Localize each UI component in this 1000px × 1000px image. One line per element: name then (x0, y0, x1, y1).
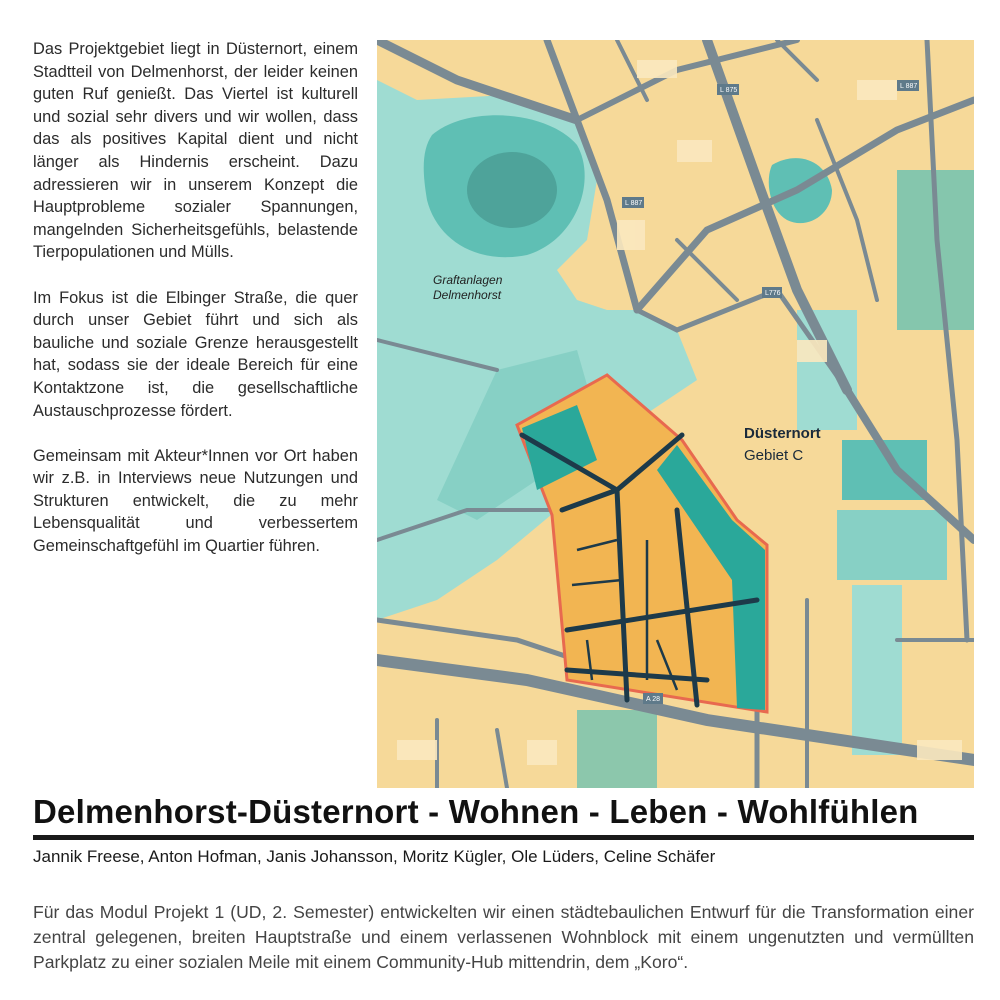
park-label-line2: Delmenhorst (433, 288, 502, 302)
road-tag-l875: L 875 (720, 87, 738, 94)
sports-field-2 (837, 510, 947, 580)
intro-paragraph-1: Das Projektgebiet liegt in Düsternort, einem Stadtteil von Delmenhorst, der leider keinen guten Ruf genießt. Das Viertel ist kulturell und sozial sehr divers und wir wollen, dass das als positives Kapital dient und nicht länger als Hindernis erscheint. Dazu adressieren wir in unserem Konzept die Hauptprobleme sozialer Spannungen, mangelnden Sicherheitsgefühls, belastende Tierpopulationen und Mülls. (33, 40, 358, 262)
intro-text (33, 38, 358, 580)
intro-paragraph-2: Im Fokus ist die Elbinger Straße, die quer durch unser Gebiet führt und sich als bauliche und soziale Grenze herausgestellt hat, sodass sie der ideale Bereich für eine Kontaktzone ist, die gesellschaftliche Austauschprozesse fördert. (33, 288, 358, 420)
park-island (467, 152, 557, 228)
road-tag-l776: L776 (765, 290, 781, 297)
district-label: Düsternort (744, 425, 821, 442)
district-map (377, 40, 974, 788)
green-patch-sw (577, 710, 657, 788)
map-svg (377, 40, 974, 788)
title-underline (33, 835, 974, 840)
cemetery (852, 585, 902, 755)
page-title: Delmenhorst-Düsternort - Wohnen - Leben - Wohlfühlen (33, 793, 919, 830)
area-label: Gebiet C (744, 447, 804, 464)
park-label-line1: Graftanlagen (433, 273, 503, 287)
project-description: Für das Modul Projekt 1 (UD, 2. Semester) entwickelten wir einen städtebaulichen Entwurf für die Transformation einer zentral gelegenen, breiten Hauptstraße und einem verlassenen Wohnblock mit einem ungenutzten und vermüllten Parkplatz zu einer sozialen Meile mit einem Community-Hub mittendrin, dem „Koro“. (33, 902, 974, 972)
road-tag-l887-north: L 887 (900, 83, 918, 90)
intro-paragraph-3: Gemeinsam mit Akteur*Innen vor Ort haben wir z.B. in Interviews neue Nutzungen und Strukturen entwickelt, die zu mehr Lebensqualität und verbessertem Gemeinschaftgefühl im Quartier führen. (33, 446, 358, 556)
road-tag-a28: A 28 (646, 696, 661, 703)
road-tag-l887-west: L 887 (625, 200, 643, 207)
authors-line: Jannik Freese, Anton Hofman, Janis Johansson, Moritz Kügler, Ole Lüders, Celine Schäfer (33, 847, 716, 866)
